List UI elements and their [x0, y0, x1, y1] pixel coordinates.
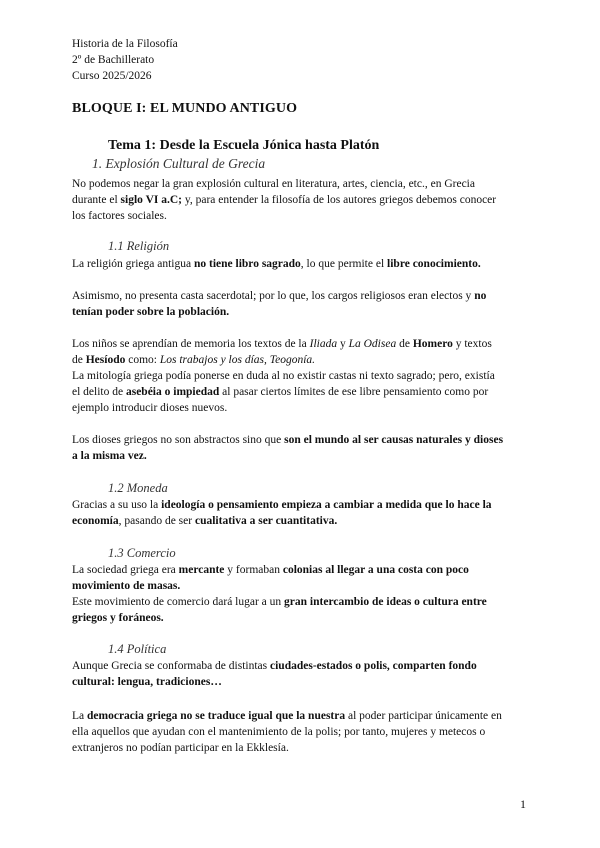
religion-p5-line-2: a la misma vez.: [72, 450, 147, 462]
religion-p2-line-2: tenían poder sobre la población.: [72, 306, 230, 318]
section-title: 1. Explosión Cultural de Grecia: [92, 156, 266, 171]
subsection-title-politica: 1.4 Política: [108, 642, 167, 656]
comercio-line-4: griegos y foráneos.: [72, 612, 164, 624]
moneda-line-2: economía, pasando de ser cualitativa a ser cuantitativa.: [72, 515, 338, 527]
religion-p3-line-1: Los niños se aprendían de memoria los textos de la Iliada y La Odisea de Homero y textos: [72, 338, 492, 350]
politica-line-4: ella aquellos que ayudan con el mantenimiento de la polis; por tanto, mujeres y metecos o: [72, 726, 486, 738]
intro-line-1: No podemos negar la gran explosión cultural en literatura, artes, ciencia, etc., en Grecia: [72, 178, 475, 190]
politica-line-1: Aunque Grecia se conformaba de distintas ciudades-estados o polis, comparten fondo: [72, 660, 477, 672]
bloque-title: BLOQUE I: EL MUNDO ANTIGUO: [72, 101, 298, 116]
moneda-line-1: Gracias a su uso la ideología o pensamiento empieza a cambiar a medida que lo hace la: [72, 499, 492, 511]
religion-p1: La religión griega antigua no tiene libro sagrado, lo que permite el libre conocimiento.: [72, 258, 481, 270]
subsection-title-moneda: 1.2 Moneda: [108, 481, 168, 495]
header-subject: Historia de la Filosofía: [72, 38, 178, 50]
tema-title: Tema 1: Desde la Escuela Jónica hasta Platón: [108, 138, 380, 153]
subsection-title-comercio: 1.3 Comercio: [108, 546, 176, 560]
header-grade: 2º de Bachillerato: [72, 54, 155, 66]
page-number: 1: [520, 797, 526, 811]
comercio-line-3: Este movimiento de comercio dará lugar a un gran intercambio de ideas o cultura entre: [72, 596, 487, 608]
religion-p4-line-1: La mitología griega podía ponerse en duda al no existir castas ni texto sagrado; pero, existía: [72, 370, 495, 382]
religion-p4-line-2: el delito de asebéia o impiedad al pasar ciertos límites de ese libre pensamiento como por: [72, 386, 489, 398]
intro-line-3: los factores sociales.: [72, 210, 167, 222]
politica-line-5: extranjeros no podían participar en la Ekklesía.: [72, 742, 289, 754]
subsection-title-religion: 1.1 Religión: [108, 239, 170, 253]
header-year: Curso 2025/2026: [72, 70, 152, 82]
religion-p4-line-3: ejemplo introducir dioses nuevos.: [72, 402, 228, 414]
religion-p5-line-1: Los dioses griegos no son abstractos sino que son el mundo al ser causas naturales y dioses: [72, 434, 504, 446]
religion-p2-line-1: Asimismo, no presenta casta sacerdotal; por lo que, los cargos religiosos eran electos y no: [72, 290, 487, 302]
religion-p3-line-2: de Hesíodo como: Los trabajos y los días, Teogonía.: [72, 354, 316, 366]
comercio-line-2: movimiento de masas.: [72, 580, 181, 592]
comercio-line-1: La sociedad griega era mercante y formaban colonias al llegar a una costa con poco: [72, 564, 469, 576]
politica-line-3: La democracia griega no se traduce igual que la nuestra al poder participar únicamente en: [72, 710, 502, 722]
intro-line-2: durante el siglo VI a.C; y, para entender la filosofía de los autores griegos debemos conocer: [72, 194, 497, 206]
politica-line-2: cultural: lengua, tradiciones…: [72, 676, 222, 688]
